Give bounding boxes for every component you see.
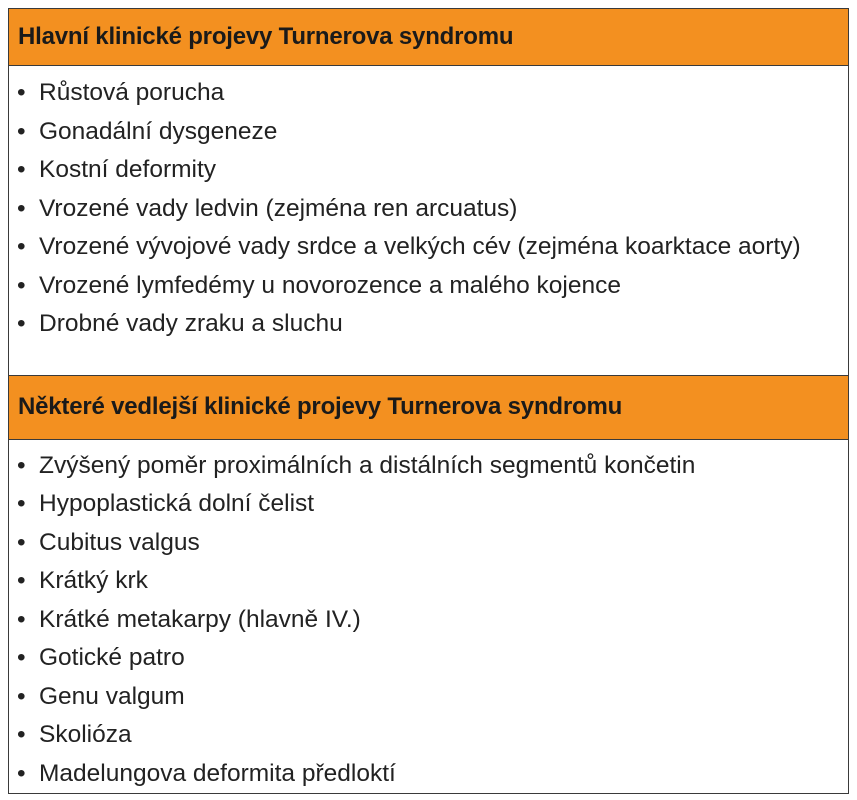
bullet-icon: •	[17, 233, 26, 260]
list-item	[9, 447, 848, 486]
list-item-text: Růstová porucha	[39, 79, 225, 106]
list-item	[9, 190, 848, 229]
bullet-icon: •	[17, 759, 26, 787]
list-item	[9, 267, 848, 306]
bullet-icon: •	[17, 117, 26, 145]
secondary-features-list	[9, 440, 848, 794]
list-item-text: Cubitus valgus	[39, 528, 200, 556]
bullet-icon: •	[17, 490, 26, 517]
list-item	[9, 562, 848, 601]
list-item-text: Hypoplastická dolní čelist	[39, 490, 315, 517]
list-item-text: Gotické patro	[39, 644, 185, 671]
list-item-text: Gonadální dysgeneze	[39, 117, 278, 145]
main-features-list	[9, 66, 848, 375]
bullet-icon: •	[17, 721, 26, 748]
list-item	[9, 678, 848, 717]
list-item	[9, 113, 848, 152]
clinical-features-table	[8, 8, 849, 794]
bullet-icon: •	[17, 605, 26, 633]
bullet-icon: •	[17, 79, 26, 106]
list-item	[9, 74, 848, 113]
bullet-icon: •	[17, 156, 26, 183]
list-item-text: Krátký krk	[39, 567, 148, 594]
bullet-icon: •	[17, 451, 26, 479]
list-item	[9, 755, 848, 794]
section-header-secondary: Některé vedlejší klinické projevy Turnerova syndromu	[9, 375, 848, 440]
list-item	[9, 524, 848, 563]
list-item	[9, 485, 848, 524]
list-item	[9, 601, 848, 640]
list-item-text: Zvýšený poměr proximálních a distálních segmentů končetin	[39, 451, 696, 479]
list-item-text: Kostní deformity	[39, 156, 217, 183]
list-item-text: Skolióza	[39, 721, 132, 748]
list-item	[9, 305, 848, 344]
list-item-text: Krátké metakarpy (hlavně IV.)	[39, 605, 361, 633]
list-item-text: Vrozené vývojové vady srdce a velkých cév (zejména koarktace aorty)	[39, 233, 801, 260]
list-item	[9, 228, 848, 267]
list-item-text: Vrozené lymfedémy u novorozence a malého kojence	[39, 271, 621, 299]
bullet-icon: •	[17, 194, 26, 222]
list-item-text: Drobné vady zraku a sluchu	[39, 310, 343, 337]
bullet-icon: •	[17, 682, 26, 710]
bullet-icon: •	[17, 567, 26, 594]
bullet-icon: •	[17, 310, 26, 337]
list-item	[9, 151, 848, 190]
bullet-icon: •	[17, 644, 26, 671]
list-item	[9, 716, 848, 755]
section-header-main: Hlavní klinické projevy Turnerova syndromu	[9, 9, 848, 66]
list-item-text: Vrozené vady ledvin (zejména ren arcuatus)	[39, 194, 518, 222]
list-item-text: Genu valgum	[39, 682, 185, 710]
bullet-icon: •	[17, 528, 26, 556]
list-item-text: Madelungova deformita předloktí	[39, 759, 396, 787]
list-item	[9, 639, 848, 678]
bullet-icon: •	[17, 271, 26, 299]
